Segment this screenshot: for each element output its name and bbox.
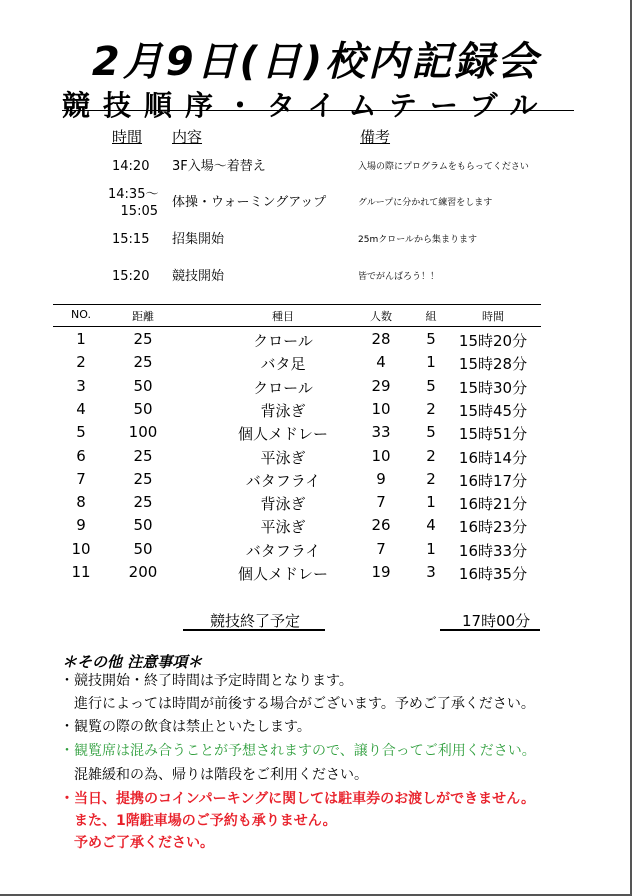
row-event: 個人メドレー: [237, 565, 328, 583]
row-group: 5: [426, 376, 436, 395]
row-event: 背泳ぎ: [260, 495, 306, 514]
row-time: 16時35分: [458, 565, 528, 583]
schedule-time: 14:20: [112, 159, 150, 174]
table-row: [53, 351, 541, 374]
table-row: [53, 398, 541, 421]
row-people: 7: [376, 539, 386, 558]
row-event: 個人メドレー: [237, 425, 328, 444]
row-distance: 200: [128, 563, 158, 581]
schedule-time: 15:15: [112, 232, 150, 247]
row-no: 4: [76, 399, 86, 418]
row-time: 15時45分: [458, 401, 528, 420]
row-time: 15時30分: [458, 378, 528, 397]
table-top-border: [53, 304, 541, 305]
row-people: 7: [376, 493, 386, 512]
note-line: 進行によっては時間が前後する場合がございます。予めご了承ください。: [60, 696, 535, 712]
row-event: 平泳ぎ: [260, 448, 306, 467]
page-title: 2月9日(日)校内記録会: [91, 39, 541, 85]
row-people: 29: [371, 376, 391, 395]
note-line: 混雑緩和の為、帰りは階段をご利用ください。: [60, 767, 368, 783]
row-no: 3: [76, 376, 86, 395]
row-time: 16時23分: [458, 518, 528, 537]
row-no: 7: [76, 469, 86, 488]
row-event: 平泳ぎ: [260, 518, 306, 537]
row-group: 5: [426, 423, 436, 442]
row-event: クロール: [253, 378, 313, 397]
row-event: 背泳ぎ: [260, 401, 306, 420]
row-time: 16時17分: [458, 471, 528, 490]
row-no: 9: [76, 516, 86, 535]
row-event: バタフライ: [245, 541, 321, 560]
row-group: 5: [426, 330, 436, 348]
row-people: 4: [376, 353, 386, 372]
table-row: [53, 421, 541, 444]
table-row: [53, 328, 541, 351]
row-time: 16時21分: [458, 495, 528, 514]
row-people: 26: [371, 516, 391, 535]
table-header-distance: 距離: [132, 310, 154, 323]
row-time: 16時14分: [458, 448, 528, 467]
row-people: 10: [371, 446, 391, 465]
note-line: ・当日、提携のコインパーキングに関しては駐車券のお渡しができません。: [60, 791, 536, 807]
subtitle-underline: [62, 110, 574, 111]
table-row: [53, 445, 541, 468]
note-line: ・競技開始・終了時間は予定時間となります。: [60, 673, 353, 689]
end-label: 競技終了予定: [210, 612, 301, 630]
row-event: クロール: [253, 332, 313, 350]
table-row: [53, 561, 541, 584]
row-distance: 100: [128, 423, 158, 442]
note-line: ・観覧席は混み合うことが予想されますので、譲り合ってご利用ください。: [60, 743, 536, 759]
table-header-event: 種目: [272, 310, 294, 323]
notes-heading: ＊その他 注意事項＊: [62, 653, 203, 671]
row-no: 2: [76, 353, 86, 372]
table-row: [53, 538, 541, 561]
schedule-note: グループに分かれて練習をします: [358, 198, 493, 208]
row-distance: 25: [133, 330, 153, 348]
row-people: 28: [371, 330, 391, 348]
row-distance: 50: [133, 539, 153, 558]
schedule-content: 3F入場〜着替え: [172, 159, 266, 174]
row-group: 2: [426, 399, 436, 418]
schedule-content: 体操・ウォーミングアップ: [172, 195, 327, 210]
schedule-time: 15:20: [112, 269, 150, 284]
row-distance: 25: [133, 353, 153, 372]
row-no: 1: [76, 330, 86, 348]
end-time-underline: [440, 629, 540, 631]
row-people: 10: [371, 399, 391, 418]
table-header-group: 組: [425, 310, 437, 323]
table-row: [53, 375, 541, 398]
row-people: 9: [376, 469, 386, 488]
row-no: 10: [71, 539, 91, 558]
row-no: 11: [71, 563, 91, 581]
schedule-content: 招集開始: [172, 232, 225, 247]
row-group: 4: [426, 516, 436, 535]
table-header-people: 人数: [370, 310, 392, 323]
row-no: 5: [76, 423, 86, 442]
row-people: 19: [371, 563, 391, 581]
schedule-header-content: 内容: [172, 128, 203, 146]
table-header-time: 時間: [482, 310, 504, 323]
row-event: バタフライ: [245, 471, 321, 490]
table-row: [53, 514, 541, 537]
schedule-header-note: 備考: [360, 128, 391, 146]
note-line: ・観覧の際の飲食は禁止といたします。: [60, 719, 311, 735]
row-time: 16時33分: [458, 541, 528, 560]
row-distance: 50: [133, 376, 153, 395]
note-line: また、1階駐車場のご予約も承りません。: [60, 813, 337, 829]
row-distance: 25: [133, 469, 153, 488]
row-distance: 50: [133, 516, 153, 535]
row-time: 15時20分: [458, 332, 528, 350]
end-label-underline: [183, 629, 325, 631]
row-group: 3: [426, 563, 436, 581]
row-distance: 25: [133, 493, 153, 512]
row-distance: 50: [133, 399, 153, 418]
row-group: 2: [426, 469, 436, 488]
row-time: 15時51分: [458, 425, 528, 444]
note-line: 予めご了承ください。: [60, 835, 214, 851]
schedule-content: 競技開始: [172, 269, 225, 284]
row-group: 2: [426, 446, 436, 465]
table-row: [53, 468, 541, 491]
schedule-note: 皆でがんばろう！！: [358, 272, 440, 282]
schedule-header-time: 時間: [112, 128, 143, 146]
row-group: 1: [426, 353, 436, 372]
table-header-no: NO.: [71, 308, 91, 321]
row-group: 1: [426, 539, 436, 558]
end-time: 17時00分: [462, 612, 531, 630]
table-row: [53, 491, 541, 514]
schedule-note: 25mクロールから集まります: [358, 235, 478, 245]
row-distance: 25: [133, 446, 153, 465]
page-subtitle: 競技順序・タイムテーブル: [62, 89, 551, 122]
schedule-time: 14:35〜 15:05: [108, 187, 159, 219]
row-people: 33: [371, 423, 391, 442]
row-no: 6: [76, 446, 86, 465]
row-no: 8: [76, 493, 86, 512]
schedule-note: 入場の際にプログラムをもらってください: [358, 162, 529, 172]
table-header-border: [53, 326, 541, 327]
row-event: バタ足: [260, 355, 306, 374]
row-group: 1: [426, 493, 436, 512]
row-time: 15時28分: [458, 355, 528, 374]
